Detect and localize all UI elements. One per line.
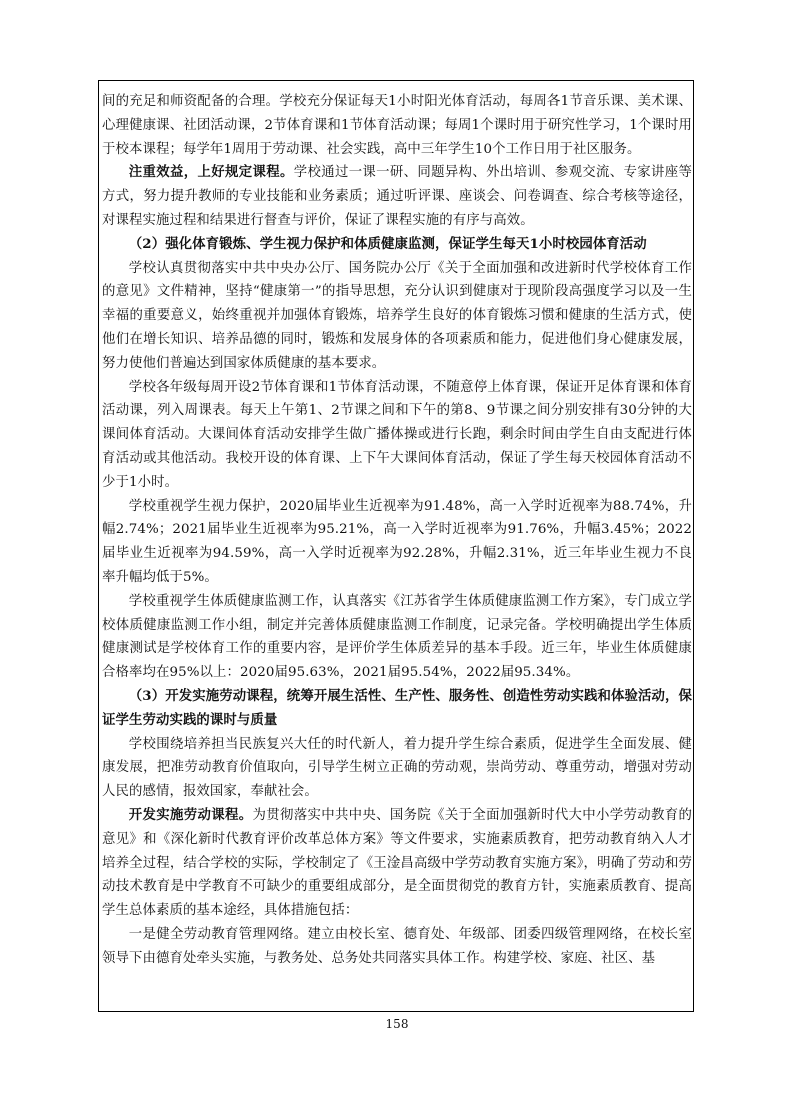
lead-phrase: 注重效益，上好规定课程。 (128, 164, 294, 181)
document-body (102, 90, 692, 970)
paragraph-8: 开发实施劳动课程。为贯彻落实中共中央、国务院《关于全面加强新时代大中小学劳动教育的意见》和《深化新时代教育评价改革总体方案》等文件要求，实施素质教育，把劳动教育纳入人才培养全过程，结合学校的实际，学校制定了《王淦昌高级中学劳动教育实施方案》，明确了劳动和劳动技术教育是中学教育不可缺少的重要组成部分，是全面贯彻党的教育方针，实施素质教育、提高学生总体素质的基本途经，具体措施包括： (102, 806, 692, 919)
section-heading-2: （2）强化体育锻炼、学生视力保护和体质健康监测，保证学生每天1小时校园体育活动 (128, 235, 647, 252)
page-number: 158 (385, 1017, 409, 1031)
paragraph-4: 学校各年级每周开设2节体育课和1节体育活动课，不随意停上体育课，保证开足体育课和体育活动课，列入周课表。每天上午第1、2节课之间和下午的第8、9节课之间分别安排有30分钟的大课间体育活动。大课间体育活动安排学生做广播体操或进行长跑，剩余时间由学生自由支配进行体育活动或其他活动。我校开设的体育课、上下午大课间体育活动，保证了学生每天校园体育活动不少于1小时。 (102, 379, 692, 490)
paragraph-6: 学校重视学生体质健康监测工作，认真落实《江苏省学生体质健康监测工作方案》，专门成立学校体质健康监测工作小组，制定并完善体质健康监测工作制度，记录完备。学校明确提出学生体质健康测试是学校体育工作的重要内容，是评价学生体质差异的基本手段。近三年，毕业生体质健康合格率均在95%以上：2020届95.63%，2021届95.54%，2022届95.34%。 (102, 593, 692, 681)
lead-phrase: 开发实施劳动课程。 (128, 806, 253, 823)
paragraph-7: 学校围绕培养担当民族复兴大任的时代新人，着力提升学生综合素质，促进学生全面发展、健康发展，把准劳动教育价值取向，引导学生树立正确的劳动观，崇尚劳动、尊重劳动，增强对劳动人民的感情，报效国家，奉献社会。 (102, 736, 692, 800)
section-heading-3: （3）开发实施劳动课程，统筹开展生活性、生产性、服务性、创造性劳动实践和体验活动，保证学生劳动实践的课时与质量 (102, 687, 692, 728)
paragraph-3: 学校认真贯彻落实中共中央办公厅、国务院办公厅《关于全面加强和改进新时代学校体育工作的意见》文件精神，坚持“健康第一”的指导思想，充分认识到健康对于现阶段高强度学习以及一生幸福的重要意义，始终重视并加强体育锻炼，培养学生良好的体育锻炼习惯和健康的生活方式，使他们在增长知识、培养品德的同时，锻炼和发展身体的各项素质和能力，促进他们身心健康发展，努力使他们普遍达到国家体质健康的基本要求。 (102, 260, 692, 371)
paragraph-9: 一是健全劳动教育管理网络。建立由校长室、德育处、年级部、团委四级管理网络，在校长室领导下由德育处牵头实施，与教务处、总务处共同落实具体工作。构建学校、家庭、社区、基 (102, 926, 692, 966)
paragraph-1: 间的充足和师资配备的合理。学校充分保证每天1小时阳光体育活动，每周各1节音乐课、美术课、心理健康课、社团活动课，2节体育课和1节体育活动课；每周1个课时用于研究性学习，1个课时用于校本课程；每学年1周用于劳动课、社会实践，高中三年学生10个工作日用于社区服务。 (102, 94, 692, 157)
bordered-text-frame (98, 80, 694, 1012)
paragraph-2: 注重效益，上好规定课程。学校通过一课一研、同题异构、外出培训、参观交流、专家讲座等方式，努力提升教师的专业技能和业务素质；通过听评课、座谈会、问卷调查、综合考核等途径，对课程实施过程和结果进行督查与评价，保证了课程实施的有序与高效。 (102, 164, 692, 228)
paragraph-5: 学校重视学生视力保护，2020届毕业生近视率为91.48%，高一入学时近视率为88.74%，升幅2.74%；2021届毕业生近视率为95.21%，高一入学时近视率为91.76%，升幅3.45%；2022届毕业生近视率为94.59%，高一入学时近视率为92.28%，升幅2.31%，近三年毕业生视力不良率升幅均低于5%。 (102, 498, 692, 585)
